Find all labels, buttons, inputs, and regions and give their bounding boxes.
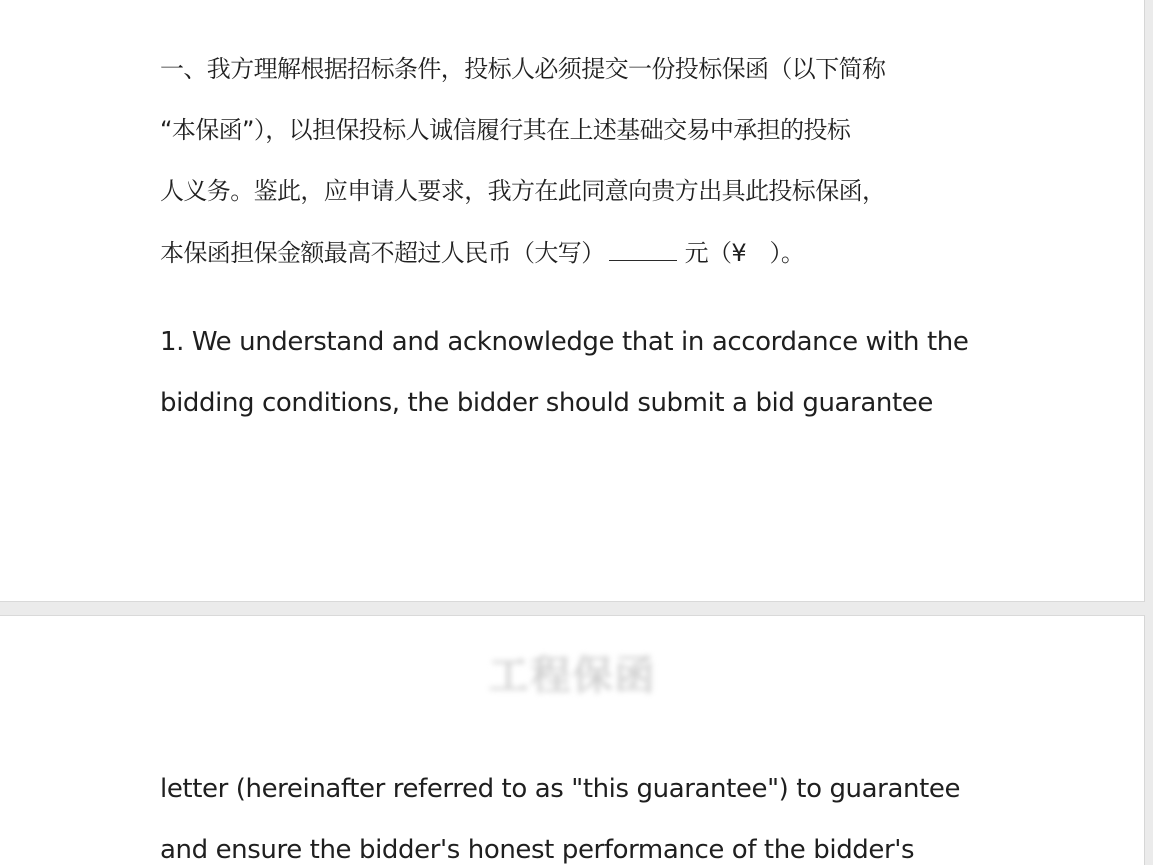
zh-line-1: 一、我方理解根据招标条件，投标人必须提交一份投标保函（以下简称 xyxy=(160,55,886,83)
document-page-2 xyxy=(0,615,1145,865)
zh-line-2: “本保函”），以担保投标人诚信履行其在上述基础交易中承担的投标 xyxy=(160,116,851,144)
zh-line-4 xyxy=(160,240,804,265)
zh-line-4-text: 本保函担保金额最高不超过人民币（大写） xyxy=(160,239,605,267)
en-line-3: letter (hereinafter referred to as "this guarantee") to guarantee xyxy=(160,774,961,804)
zh-line-3: 人义务。鉴此，应申请人要求，我方在此同意向贵方出具此投标保函， xyxy=(160,177,886,205)
en-line-2: bidding conditions, the bidder should submit a bid guarantee xyxy=(160,388,933,418)
page-watermark: 工程保函 xyxy=(488,653,657,699)
zh-line-4-currency: 元（¥ ）。 xyxy=(684,239,805,267)
en-line-1: 1. We understand and acknowledge that in accordance with the xyxy=(160,327,969,357)
en-line-4: and ensure the bidder's honest performance of the bidder's xyxy=(160,835,915,865)
amount-blank xyxy=(609,240,677,261)
